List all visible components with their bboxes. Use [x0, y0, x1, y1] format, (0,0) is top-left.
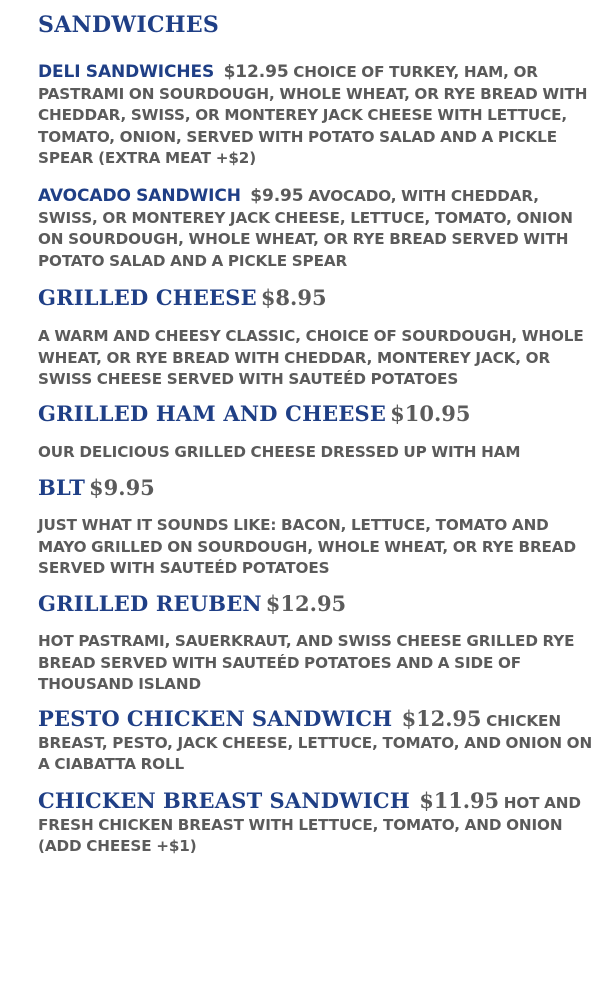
item-name: GRILLED CHEESE — [38, 285, 257, 310]
item-name: AVOCADO SANDWICH — [38, 186, 241, 206]
menu-item-chicken-breast-sandwich — [38, 790, 598, 858]
item-description: CHICKEN BREAST, PESTO, JACK CHEESE, LETTUCE, TOMATO, AND ONION ON A CIABATTA ROLL — [38, 712, 593, 773]
item-name: GRILLED REUBEN — [38, 591, 262, 616]
item-description: A WARM AND CHEESY CLASSIC, CHOICE OF SOURDOUGH, WHOLE WHEAT, OR RYE BREAD WITH CHEDDAR, MONTEREY JACK, OR SWISS CHEESE SERVED WITH SAUTEÉD POTATOES — [38, 327, 584, 388]
item-description: JUST WHAT IT SOUNDS LIKE: BACON, LETTUCE, TOMATO AND MAYO GRILLED ON SOURDOUGH, WHOLE WHEAT, OR RYE BREAD SERVED WITH SAUTEÉD POTATOES — [38, 516, 576, 577]
item-description: AVOCADO, WITH CHEDDAR, SWISS, OR MONTEREY JACK CHEESE, LETTUCE, TOMATO, ONION ON SOURDOUGH, WHOLE WHEAT, OR RYE BREAD SERVED WITH POTATO SALAD AND A PICKLE SPEAR — [38, 187, 573, 270]
item-price: $12.95 — [265, 591, 347, 616]
item-name: PESTO CHICKEN SANDWICH — [38, 706, 393, 731]
item-price: $9.95 — [89, 475, 155, 500]
item-price: $12.95 — [223, 62, 289, 82]
item-price: $12.95 — [401, 706, 482, 731]
section-title: SANDWICHES — [38, 12, 220, 38]
menu-item-pesto-chicken-sandwich — [38, 708, 598, 776]
item-price: $10.95 — [390, 401, 471, 426]
item-description: HOT AND FRESH CHICKEN BREAST WITH LETTUCE, TOMATO, AND ONION (ADD CHEESE +$1) — [38, 794, 581, 855]
item-description: CHOICE OF TURKEY, HAM, OR PASTRAMI ON SOURDOUGH, WHOLE WHEAT, OR RYE BREAD WITH CHEDDAR, SWISS, OR MONTEREY JACK CHEESE WITH LETTUCE, TOMATO, ONION, SERVED WITH POTATO SALAD AND A PICKLE SPEAR (EXTRA MEAT +$2) — [38, 63, 588, 167]
item-price: $9.95 — [250, 186, 304, 206]
item-heading — [38, 400, 471, 431]
item-heading — [38, 284, 327, 315]
item-description: HOT PASTRAMI, SAUERKRAUT, AND SWISS CHEESE GRILLED RYE BREAD SERVED WITH SAUTEÉD POTATOES AND A SIDE OF THOUSAND ISLAND — [38, 632, 575, 693]
item-price: $11.95 — [419, 788, 500, 813]
item-heading — [38, 590, 346, 621]
item-name: CHICKEN BREAST SANDWICH — [38, 788, 410, 813]
item-name: DELI SANDWICHES — [38, 62, 215, 82]
item-description: OUR DELICIOUS GRILLED CHEESE DRESSED UP WITH HAM — [38, 443, 521, 461]
item-price: $8.95 — [260, 285, 327, 310]
menu-item-deli-sandwiches — [38, 62, 598, 170]
menu-item-avocado-sandwich — [38, 186, 598, 272]
item-name: BLT — [38, 475, 86, 500]
item-heading — [38, 474, 155, 505]
item-name: GRILLED HAM AND CHEESE — [38, 401, 387, 426]
